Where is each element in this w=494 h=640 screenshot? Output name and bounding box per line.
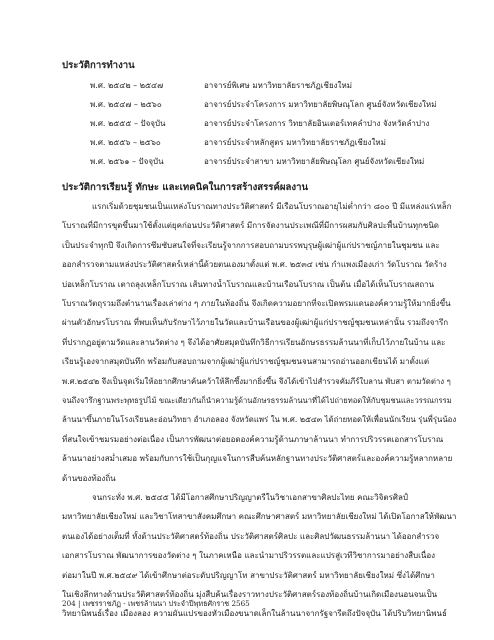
paragraph-line: โบราณวัตถุรวมถึงตำนานเรื่องเล่าต่าง ๆ ภายในท้องถิ่น จึงเกิดความอยากที่จะเปิดพรมแดนองค์ความรู้ให้มากยิ่งขึ้น: [62, 299, 451, 308]
paragraph-line: ผ่านตัวอักษรโบราณ ที่พบเห็นกับรักษาไว้ภายในวัดและบ้านเรือนของผู้เฒ่าผู้แก่ปราชญ์ชุมชนเหล่านั้น รวมถึงจารึก: [62, 318, 449, 328]
paragraph-line: บ่อเหล็กโบราณ เตาถลุงเหล็กโบราณ เส้นทางน้ำโบราณและบ้านเรือนโบราณ เป็นต้น เมื่อได้เห็นโบราณสถาน: [62, 279, 435, 289]
work-role: อาจารย์ประจำสาขา มหาวิทยาลัยพิษณุโลก ศูนย์จังหวัดเชียงใหม่: [204, 157, 425, 166]
work-history-row: [0, 137, 494, 149]
paragraph-line: เอกสารโบราณ พัฒนาการของวัดต่าง ๆ ในภาคเหนือ และนำมาปริวรรตและแปรสู่เวทีวิชาการมาอย่างสืบเนื่อง: [62, 551, 436, 561]
paragraph-line: โบราณที่มีการขุดขึ้นมาใช้ตั้งแต่ยุคก่อนประวัติศาสตร์ มีการจัดงานประเพณีที่มีการผสมกับศิลปะพื้นบ้านทุกชนิด: [62, 221, 439, 231]
footer-separator: |: [78, 599, 81, 608]
work-role: อาจารย์ประจำโครงการ วิทยาลัยอินเตอร์เทคลำปาง จังหวัดลำปาง: [204, 119, 430, 128]
page-number: 204: [62, 599, 76, 608]
work-period: พ.ศ. ๒๕๔๒ – ๒๕๔๗: [90, 81, 164, 90]
paragraph-line: ในเชิงลึกทางด้านประวัติศาสตร์ท้องถิ่น มุ่งสืบค้นเรื่องราวทางประวัติศาสตร์รองท้องถิ่นบ้านเกิดเมืองนอนจนเป็น: [62, 590, 438, 599]
paragraph-line: จนถึงจารึกฐานพระพุทธรูปไม้ ขณะเดียวกันก็นำความรู้ด้านอักษรธรรมล้านนาที่ได้ไปถ่ายทอดให้กับชุมชนและวรรณกรรม: [62, 396, 452, 405]
paragraph-line: ตนเองได้อย่างเต็มที่ ทั้งด้านประวัติศาสตร์ท้องถิ่น ประวัติศาสตร์ศิลปะ และศิลปวัฒนธรรมล้านนา ได้ออกสำรวจ: [62, 531, 440, 541]
work-period: พ.ศ. ๒๕๕๕ – ปัจจุบัน: [90, 119, 166, 128]
work-history-row: [0, 156, 494, 168]
page-footer: [62, 599, 250, 609]
paragraph-line: วิทยานิพนธ์เรื่อง เมืองลอง ความผันแปรของหัวเมืองขนาดเล็กในล้านนาจากรัฐจารีตถึงปัจจุบัน ได้ปริบวิทยานิพนธ์: [62, 609, 447, 619]
learning-section-heading: ประวัติการเรียนรู้ ทักษะ และเทคนิคในการสร้างสรรค์ผลงาน: [62, 182, 309, 193]
paragraph-line: ออกสำรวจตามแหล่งประวัติศาสตร์เหล่านี้ด้วยตนเองมาตั้งแต่ พ.ศ. ๒๕๓๔ เช่น กำแพงเมืองเก่า วัดโบราณ วัดร้าง: [62, 260, 447, 270]
paragraph-line: ล้านนาอย่างสม่ำเสมอ พร้อมกับการใช้เป็นกุญแจในการสืบค้นหลักฐานทางประวัติศาสตร์และองค์ความรู้หลากหลาย: [62, 454, 453, 464]
paragraph-line: พ.ศ.๒๕๔๒ จึงเป็นจุดเริ่มให้อยากศึกษาค้นคว้าให้ลึกซึ้งมากยิ่งขึ้น จึงได้เข้าไปสำรวจคัมภีร์ใบลาน พับสา ตามวัดต่าง ๆ: [62, 376, 451, 386]
work-period: พ.ศ. ๒๕๔๗ – ๒๕๖๐: [90, 100, 162, 109]
paragraph-line: ที่ปรากฏอยู่ตามวัดและลานวัดต่าง ๆ จึงได้อาศัยสมุดบันทึกวิธีการเรียนอักษรธรรมล้านนาที่เก็บไว้ภายในบ้าน และ: [62, 337, 446, 347]
work-role: อาจารย์ประจำโครงการ มหาวิทยาลัยพิษณุโลก ศูนย์จังหวัดเชียงใหม่: [204, 100, 437, 109]
work-role: อาจารย์ประจำหลักสูตร มหาวิทยาลัยราชภัฏเชียงใหม่: [204, 138, 386, 147]
work-history-row: [0, 80, 494, 92]
paragraph-line: เรียนรู้เองจากสมุดบันทึก พร้อมกับสอบถามจากผู้เฒ่าผู้แก่ปราชญ์ชุมชนจนสามารถอ่านออกเขียนได้ มาตั้งแต่: [62, 357, 430, 367]
work-period: พ.ศ. ๒๕๖๑ – ปัจจุบัน: [90, 157, 164, 166]
paragraph-line: ล้านนาขึ้นภายในโรงเรียนละอ่อนวิทยา อำเภอลอง จังหวัดแพร่ ใน พ.ศ. ๒๕๔๓ ได้ถ่ายทอดให้เพื่อนนักเรียน รุ่นพี่รุ่นน้อง: [62, 415, 457, 425]
paragraph-line: ต่อมาในปี พ.ศ.๒๕๔๙ ได้เข้าศึกษาต่อระดับปริญญาโท สาขาประวัติศาสตร์ มหาวิทยาลัยเชียงใหม่ ซึ่งได้ศึกษา: [62, 570, 435, 580]
paragraph-line: แรกเริ่มด้วยชุมชนเป็นแหล่งโบราณทางประวัติศาสตร์ มีเรือนโบราณอายุไม่ต่ำกว่า ๘๐๐ ปี มีแหล่งแร่เหล็ก: [92, 202, 452, 211]
paragraph-line: ด้านของท้องถิ่น: [62, 473, 116, 483]
paragraph-line: เป็นประจำทุกปี จึงเกิดการซึมซับสนใจที่จะเรียนรู้จากการสอบถามบรรพบุรุษผู้เฒ่าผู้แก่ปราชญ์ภายในชุมชน และ: [62, 240, 440, 250]
paragraph-line: มหาวิทยาลัยเชียงใหม่ และวิชาโทสาขาสังคมศึกษา คณะศึกษาศาสตร์ มหาวิทยาลัยเชียงใหม่ ได้เปิดโอกาสให้พัฒนา: [62, 512, 457, 522]
work-history-row: [0, 118, 494, 130]
work-history-row: [0, 99, 494, 111]
work-history-heading: ประวัติการทำงาน: [62, 60, 135, 71]
publication-title: เพชรราชภัฏ - เพชรล้านนา ประจำปีพุทธศักราช 2565: [82, 599, 250, 608]
paragraph-line: จนกระทั่ง พ.ศ. ๒๕๔๕ ได้มีโอกาสศึกษาปริญญาตรีในวิชาเอกสาขาศิลปะไทย คณะวิจิตรศิลป์: [92, 493, 408, 502]
paragraph-line: ที่สนใจเข้าชมรมอย่างต่อเนื่อง เป็นการพัฒนาต่อยอดองค์ความรู้ด้านภาษาล้านนา ทำการปริวรรตเอกสารโบราณ: [62, 434, 444, 444]
work-period: พ.ศ. ๒๕๕๖ – ๒๕๖๐: [90, 138, 161, 147]
work-role: อาจารย์พิเศษ มหาวิทยาลัยราชภัฏเชียงใหม่: [204, 81, 353, 90]
